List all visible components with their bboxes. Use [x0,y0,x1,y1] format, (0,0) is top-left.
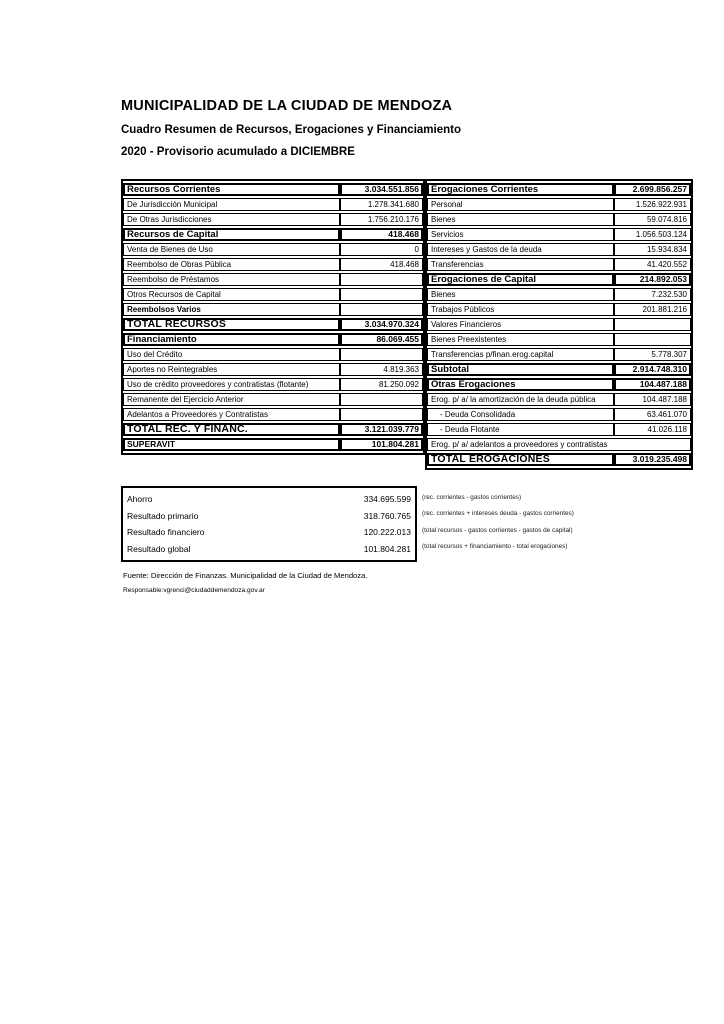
erogaciones-table [425,179,693,470]
table-row [427,363,691,376]
row-label: Servicios [427,228,614,241]
table-row [427,183,691,196]
row-value: 1.278.341.680 [340,198,423,211]
row-value: 104.487.188 [614,393,691,406]
row-label: Otras Erogaciones [427,378,614,391]
responsible-line: Responsable:vgrenci@ciudaddemendoza.gov.ar [123,587,265,594]
row-label: Recursos Corrientes [123,183,340,196]
row-label: Erogaciones de Capital [427,273,614,286]
row-value [340,288,423,301]
summary-note: (rec. corrientes + intereses deuda - gastos corrientes) [422,510,574,518]
table-row [427,318,691,331]
row-label: Subtotal [427,363,614,376]
resultados-section [121,486,574,562]
row-value: 41.420.552 [614,258,691,271]
row-value: 41.026.118 [614,423,691,436]
table-row [123,333,423,346]
row-label: Aportes no Reintegrables [123,363,340,376]
summary-row [123,541,415,558]
row-value: 418.468 [340,258,423,271]
summary-row [123,524,415,541]
table-row [427,228,691,241]
table-row [427,333,691,346]
row-value [340,393,423,406]
row-value: 15.934.834 [614,243,691,256]
table-row [427,198,691,211]
row-label: Financiamiento [123,333,340,346]
row-value: 4.819.363 [340,363,423,376]
table-row [427,348,691,361]
table-row [427,303,691,316]
table-row [427,378,691,391]
resultados-table [121,486,417,562]
row-value: 86.069.455 [340,333,423,346]
table-row [427,288,691,301]
summary-row [123,491,415,508]
page-title: MUNICIPALIDAD DE LA CIUDAD DE MENDOZA [121,98,453,114]
table-row [427,273,691,286]
row-label: Bienes [427,213,614,226]
table-row [427,258,691,271]
row-value: 3.034.970.324 [340,318,423,331]
row-label: Erog. p/ a/ adelantos a proveedores y contratistas [427,438,691,451]
table-row [123,243,423,256]
row-value: 59.074.816 [614,213,691,226]
summary-note: (total recursos - gastos corrientes - gastos de capital) [422,526,573,534]
table-row [123,228,423,241]
table-row [427,243,691,256]
row-label: Valores Financieros [427,318,614,331]
row-value: 7.232.530 [614,288,691,301]
row-value: 214.892.053 [614,273,691,286]
row-value [340,408,423,421]
row-value: 63.461.070 [614,408,691,421]
row-value: 5.778.307 [614,348,691,361]
row-label: Transferencias p/finan.erog.capital [427,348,614,361]
row-label: Uso de crédito proveedores y contratistas (flotante) [123,378,340,391]
row-value: 201.881.216 [614,303,691,316]
row-label: Otros Recursos de Capital [123,288,340,301]
row-label: Uso del Crédito [123,348,340,361]
row-label: TOTAL EROGACIONES [427,453,614,466]
row-label: Reembolsos Varios [123,303,340,316]
row-label: Adelantos a Proveedores y Contratistas [123,408,340,421]
row-label: Resultado global [127,543,191,554]
row-label: Erog. p/ a/ la amortización de la deuda pública [427,393,614,406]
row-label: - Deuda Flotante [427,423,614,436]
row-value: 3.121.039.779 [340,423,423,436]
recursos-table [121,179,425,455]
table-row [123,393,423,406]
row-value: 0 [340,243,423,256]
row-label: Intereses y Gastos de la deuda [427,243,614,256]
table-row [123,378,423,391]
table-row [427,423,691,436]
row-label: Personal [427,198,614,211]
summary-note: (total recursos + financiamiento - total erogaciones) [422,543,568,551]
row-label: Bienes Preexistentes [427,333,614,346]
table-row [123,213,423,226]
row-label: TOTAL RECURSOS [123,318,340,331]
row-value: 2.699.856.257 [614,183,691,196]
table-row [123,288,423,301]
row-label: Transferencias [427,258,614,271]
table-row [123,423,423,436]
row-label: TOTAL REC. Y FINANC. [123,423,340,436]
main-tables [121,179,693,470]
table-row [427,393,691,406]
row-value: 1.526.922.931 [614,198,691,211]
table-row [123,303,423,316]
row-value: 81.250.092 [340,378,423,391]
row-value: 418.468 [340,228,423,241]
row-label: Reembolso de Préstamos [123,273,340,286]
table-row [123,438,423,451]
row-value [340,273,423,286]
row-value [340,303,423,316]
source-line: Fuente: Dirección de Finanzas. Municipalidad de la Ciudad de Mendoza. [123,571,368,580]
row-label: De Otras Jurisdicciones [123,213,340,226]
row-label: Resultado financiero [127,527,205,538]
row-value: 3.019.235.498 [614,453,691,466]
row-value: 334.695.599 [363,494,411,505]
row-label: Venta de Bienes de Uso [123,243,340,256]
table-row [123,198,423,211]
table-row [123,348,423,361]
row-label: Recursos de Capital [123,228,340,241]
row-label: Trabajos Públicos [427,303,614,316]
table-row [427,408,691,421]
table-row [123,273,423,286]
row-label: Remanente del Ejercicio Anterior [123,393,340,406]
row-label: SUPERAVIT [123,438,340,451]
row-value: 1.756.210.176 [340,213,423,226]
row-label: Erogaciones Corrientes [427,183,614,196]
row-label: Ahorro [127,494,153,505]
table-row [427,438,691,451]
table-row [427,213,691,226]
row-value: 2.914.748.310 [614,363,691,376]
row-value [614,333,691,346]
summary-row [123,508,415,525]
resultados-notes [422,486,574,555]
table-row [123,363,423,376]
row-value [340,348,423,361]
row-value: 318.760.765 [363,510,411,521]
table-row [123,408,423,421]
row-value: 3.034.551.856 [340,183,423,196]
table-row [123,183,423,196]
row-value: 101.804.281 [340,438,423,451]
row-value: 120.222.013 [363,527,411,538]
row-label: Reembolso de Obras Pública [123,258,340,271]
page-subtitle: Cuadro Resumen de Recursos, Erogaciones y Financiamiento [121,124,461,136]
row-label: De Jurisdicción Municipal [123,198,340,211]
summary-note: (rec. corrientes - gastos corrientes) [422,493,522,501]
row-value: 1.056.503.124 [614,228,691,241]
row-value [614,318,691,331]
row-label: Resultado primario [127,510,199,521]
period-label: 2020 - Provisorio acumulado a DICIEMBRE [121,146,355,158]
row-label: Bienes [427,288,614,301]
table-row [123,318,423,331]
row-value: 101.804.281 [363,543,411,554]
table-row [427,453,691,466]
table-row [123,258,423,271]
page-footer [123,571,367,594]
row-value: 104.487.188 [614,378,691,391]
row-label: - Deuda Consolidada [427,408,614,421]
